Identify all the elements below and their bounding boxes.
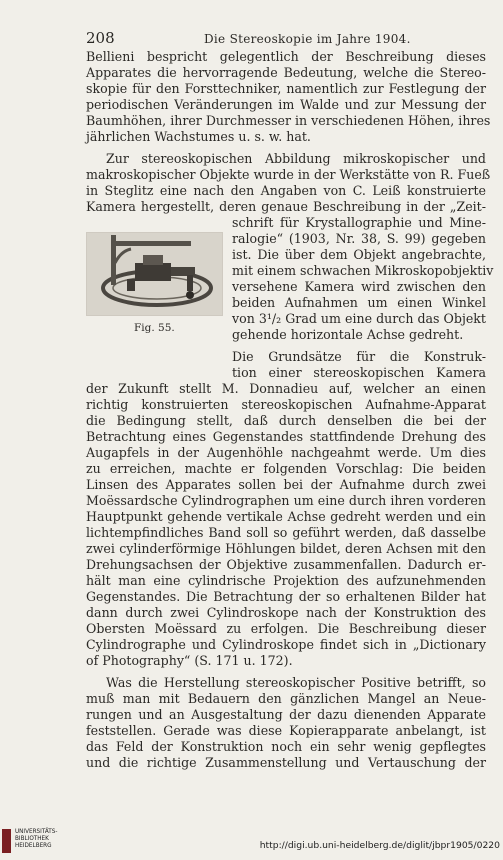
library-logo-text [15, 829, 57, 851]
running-head: Die Stereoskopie im Jahre 1904. [204, 32, 411, 46]
text-line: Bellieni bespricht gelegentlich der Beschreibung dieses [86, 49, 486, 64]
text-line: tion einer stereoskopischen Kamera [232, 365, 486, 380]
text-line: skopie für den Forsttechniker, namentlich zur Festlegung der [86, 81, 486, 96]
text-line: makroskopischer Objekte wurde in der Werkstätte von R. Fueß [86, 167, 491, 182]
text-line: Die Grundsätze für die Konstruk- [232, 349, 486, 364]
stereo-camera-illustration [87, 233, 222, 315]
text-line: versehene Kamera wird zwischen den [232, 279, 486, 294]
text-line: jährlichen Wachstumes u. s. w. hat. [86, 129, 311, 144]
text-line: of Photography“ (S. 171 u. 172). [86, 653, 293, 668]
text-line: und die richtige Zusammenstellung und Vertauschung der [86, 755, 486, 770]
text-line: richtig konstruierten stereoskopischen Aufnahme-Apparat [86, 397, 486, 412]
text-line: Cylindrographe und Cylindroskope findet sich in „Dictionary [86, 637, 486, 652]
text-line: Apparates die hervorragende Bedeutung, welche die Stereo- [86, 65, 486, 80]
page-number: 208 [86, 29, 115, 47]
text-line: ralogie“ (1903, Nr. 38, S. 99) gegeben [232, 231, 486, 246]
text-line: Baumhöhen, ihrer Durchmesser in verschiedenen Höhen, ihres [86, 113, 491, 128]
text-line: muß man mit Bedauern den gänzlichen Mangel an Neue- [86, 691, 486, 706]
text-line: mit einem schwachen Mikroskopobjektiv [232, 263, 494, 278]
text-line: Moëssardsche Cylindrographen um eine durch ihren vorderen [86, 493, 486, 508]
text-line: zwei cylinderförmige Höhlungen bildet, deren Achsen mit den [86, 541, 486, 556]
figure-camera-photo [86, 232, 223, 316]
text-line: schrift für Krystallographie und Mine- [232, 215, 486, 230]
text-line: Drehungsachsen der Objektive zusammenfallen. Dadurch er- [86, 557, 486, 572]
text-line: periodischen Veränderungen im Walde und zur Messung der [86, 97, 486, 112]
text-line: in Steglitz eine nach den Angaben von C. Leiß konstruierte [86, 183, 486, 198]
text-line: feststellen. Gerade was diese Kopierapparate anbelangt, ist [86, 723, 486, 738]
logo-text-line: HEIDELBERG [15, 843, 52, 850]
text-line: von 3¹/₂ Grad um eine durch das Objekt [232, 311, 486, 326]
text-line: zu erreichen, machte er folgenden Vorschlag: Die beiden [86, 461, 486, 476]
text-line: dann durch zwei Cylindroskope nach der Konstruktion des [86, 605, 486, 620]
text-line: Zur stereoskopischen Abbildung mikroskopischer und [106, 151, 486, 166]
text-line: der Zukunft stellt M. Donnadieu auf, welcher an einen [86, 381, 486, 396]
text-line: ist. Die über dem Objekt angebrachte, [232, 247, 486, 262]
figure-caption: Fig. 55. [134, 322, 175, 334]
text-line: Kamera hergestellt, deren genaue Beschreibung in der „Zeit- [86, 199, 486, 214]
text-line: lichtempfindliches Band soll so geführt werden, daß dasselbe [86, 525, 486, 540]
text-line: beiden Aufnahmen um einen Winkel [232, 295, 486, 310]
text-line: Hauptpunkt gehende vertikale Achse gedreht werden und ein [86, 509, 486, 524]
source-url-link[interactable]: http://digi.ub.uni-heidelberg.de/diglit/jbpr1905/0220 [259, 840, 500, 851]
library-logo [2, 829, 11, 853]
text-line: Betrachtung eines Gegenstandes stattfindende Drehung des [86, 429, 486, 444]
text-line: rungen und an Ausgestaltung der dazu dienenden Apparate [86, 707, 486, 722]
text-line: Augapfels in der Augenhöhle nachgeahmt werde. Um dies [86, 445, 486, 460]
text-line: Obersten Moëssard zu erfolgen. Die Beschreibung dieser [86, 621, 486, 636]
logo-text-line: UNIVERSITÄTS- [15, 829, 58, 835]
text-line: hält man eine cylindrische Projektion des aufzunehmenden [86, 573, 486, 588]
text-line: die Bedingung stellt, daß durch denselben die bei der [86, 413, 486, 428]
text-line: gehende horizontale Achse gedreht. [232, 327, 464, 342]
logo-text-line: BIBLIOTHEK [15, 836, 49, 843]
text-line: das Feld der Konstruktion noch ein sehr wenig gepflegtes [86, 739, 486, 754]
text-line: Was die Herstellung stereoskopischer Positive betrifft, so [106, 675, 486, 690]
text-line: Gegenstandes. Die Betrachtung der so erhaltenen Bilder hat [86, 589, 486, 604]
text-line: Linsen des Apparates sollen bei der Aufnahme durch zwei [86, 477, 486, 492]
